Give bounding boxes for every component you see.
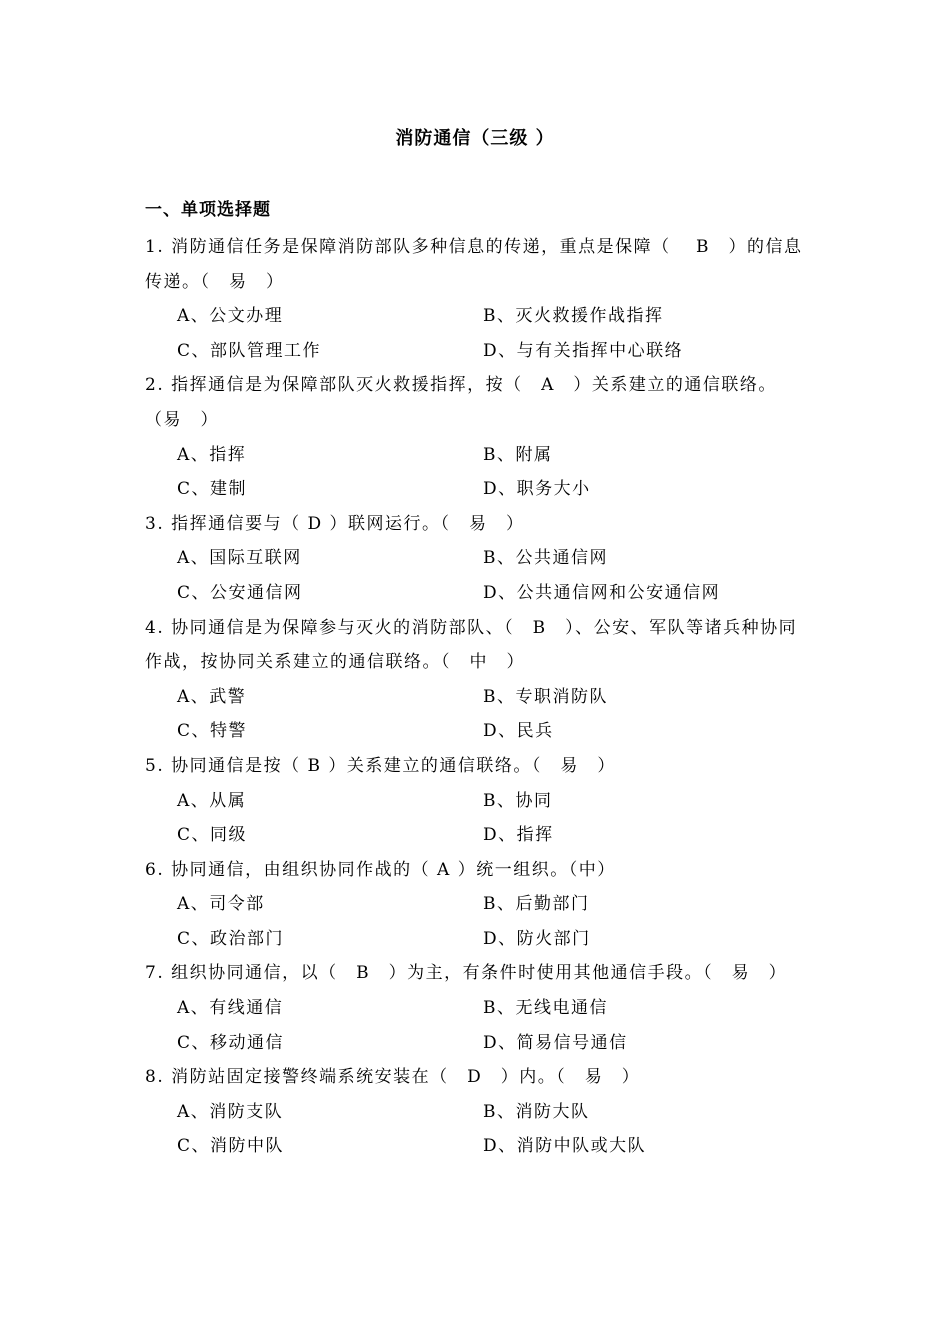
option-c: C、特警 [177, 721, 248, 742]
question-stem: 6. 协同通信，由组织协同作战的（ A ）统一组织。（中） [145, 859, 616, 880]
option-d: D、防火部门 [483, 928, 591, 949]
option-a: A、指挥 [177, 444, 247, 465]
option-c: C、部队管理工作 [177, 340, 322, 361]
option-b: B、协同 [483, 790, 553, 811]
question-7 [145, 956, 810, 1060]
question-4 [145, 611, 810, 749]
option-d: D、职务大小 [483, 479, 591, 500]
option-d: D、民兵 [483, 721, 554, 742]
option-a: A、从属 [177, 790, 247, 811]
option-grid [145, 784, 810, 853]
question-2 [145, 368, 810, 506]
document-title: 消防通信（三级 ） [395, 128, 555, 149]
option-b: B、灭火救援作战指挥 [483, 306, 664, 327]
option-b: B、后勤部门 [483, 894, 590, 915]
option-b: B、附属 [483, 444, 553, 465]
question-8 [145, 1060, 810, 1164]
option-c: C、建制 [177, 479, 248, 500]
option-a: A、武警 [177, 686, 247, 707]
option-d: D、指挥 [483, 825, 554, 846]
question-stem: 7. 组织协同通信，以（ B ）为主，有条件时使用其他通信手段。（ 易 ） [145, 963, 788, 984]
option-grid [145, 541, 810, 610]
question-stem: 1. 消防通信任务是保障消防部队多种信息的传递，重点是保障（ B ）的信息传递。（ 易 ） [145, 237, 803, 292]
question-6 [145, 853, 810, 957]
question-stem: 4. 协同通信是为保障参与灭火的消防部队、（ B ）、公安、军队等诸兵种协同作战，按协同关系建立的通信联络。（ 中 ） [145, 617, 798, 673]
option-b: B、公共通信网 [483, 548, 608, 569]
option-grid [145, 1095, 810, 1164]
question-stem: 8. 消防站固定接警终端系统安装在（ D ）内。（ 易 ） [145, 1067, 641, 1088]
option-a: A、国际互联网 [177, 548, 302, 569]
option-a: A、司令部 [177, 894, 265, 915]
section-heading: 一、单项选择题 [145, 200, 271, 220]
question-stem: 3. 指挥通信要与（ D ）联网运行。（ 易 ） [145, 513, 525, 534]
option-c: C、移动通信 [177, 1032, 285, 1053]
option-grid [145, 991, 810, 1060]
option-a: A、消防支队 [177, 1101, 284, 1122]
option-a: A、公文办理 [177, 306, 284, 327]
option-b: B、无线电通信 [483, 998, 608, 1019]
question-list [145, 230, 810, 1164]
question-3 [145, 507, 810, 611]
option-c: C、同级 [177, 825, 248, 846]
option-c: C、消防中队 [177, 1136, 285, 1157]
option-d: D、与有关指挥中心联络 [483, 340, 684, 361]
option-d: D、公共通信网和公安通信网 [483, 582, 721, 603]
question-1 [145, 230, 810, 368]
option-grid [145, 299, 810, 368]
option-a: A、有线通信 [177, 998, 284, 1019]
option-b: B、消防大队 [483, 1101, 590, 1122]
option-grid [145, 680, 810, 749]
option-d: D、消防中队或大队 [483, 1136, 647, 1157]
question-stem: 2. 指挥通信是为保障部队灭火救援指挥，按（ A ）关系建立的通信联络。（易 ） [145, 375, 777, 430]
question-stem: 5. 协同通信是按（ B ）关系建立的通信联络。（ 易 ） [145, 755, 616, 776]
option-d: D、简易信号通信 [483, 1032, 628, 1053]
option-c: C、公安通信网 [177, 582, 303, 603]
question-5 [145, 749, 810, 853]
option-b: B、专职消防队 [483, 686, 608, 707]
option-grid [145, 438, 810, 507]
option-grid [145, 887, 810, 956]
option-c: C、政治部门 [177, 928, 285, 949]
